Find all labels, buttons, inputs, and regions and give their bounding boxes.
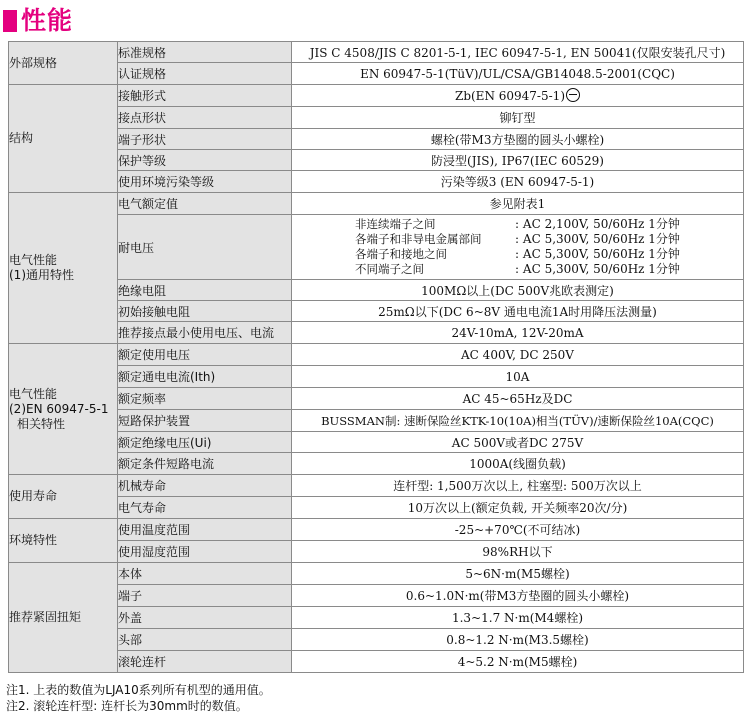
withstand-list	[355, 217, 680, 277]
item-label: 额定条件短路电流	[118, 453, 292, 475]
item-label: 本体	[118, 563, 292, 585]
item-label: 滚轮连杆	[118, 651, 292, 673]
item-label: 额定使用电压	[118, 344, 292, 366]
item-label: 接触形式	[118, 85, 292, 107]
item-value	[292, 85, 744, 107]
item-label: 外盖	[118, 607, 292, 629]
table-row	[9, 475, 744, 497]
title-marker	[3, 10, 17, 32]
item-value: 25mΩ以下(DC 6~8V 通电电流1A时用降压法测量)	[292, 301, 744, 322]
item-value: 1000A(线圈负载)	[292, 453, 744, 475]
item-label: 端子形状	[118, 129, 292, 150]
item-value: AC 45~65Hz及DC	[292, 388, 744, 410]
table-row	[9, 432, 744, 453]
item-label: 保护等级	[118, 150, 292, 171]
item-value: 0.8~1.2 N·m(M3.5螺栓)	[292, 629, 744, 651]
item-label: 初始接触电阻	[118, 301, 292, 322]
page-title	[0, 6, 73, 36]
withstand-value: : AC 2,100V, 50/60Hz 1分钟	[515, 217, 680, 231]
table-row	[9, 519, 744, 541]
item-value: 4~5.2 N·m(M5螺栓)	[292, 651, 744, 673]
footnotes	[6, 682, 271, 714]
item-value: AC 500V或者DC 275V	[292, 432, 744, 453]
item-label: 认证规格	[118, 63, 292, 85]
table-row	[9, 63, 744, 85]
page-title-text: 性能	[21, 6, 74, 35]
section-standard: 外部规格	[9, 42, 118, 85]
table-row	[9, 541, 744, 563]
table-row	[9, 344, 744, 366]
item-value: BUSSMAN制: 速断保险丝KTK-10(10A)相当(TÜV)/速断保险丝10A(CQC)	[292, 410, 744, 432]
item-label: 额定通电电流(Ith)	[118, 366, 292, 388]
table-row	[9, 366, 744, 388]
withstand-values	[292, 215, 744, 280]
item-value: 24V-10mA, 12V-20mA	[292, 322, 744, 344]
table-row	[9, 301, 744, 322]
item-value: AC 400V, DC 250V	[292, 344, 744, 366]
table-row	[9, 629, 744, 651]
withstand-label: 不同端子之间	[355, 262, 425, 276]
withstand-line	[355, 262, 680, 277]
item-value: -25~+70℃(不可结冰)	[292, 519, 744, 541]
item-value: 10万次以上(额定负载, 开关频率20次/分)	[292, 497, 744, 519]
withstand-label: 各端子和非导电金属部间	[355, 232, 482, 246]
item-value: 连杆型: 1,500万次以上, 柱塞型: 500万次以上	[292, 475, 744, 497]
section-life: 使用寿命	[9, 475, 118, 519]
item-value: 1.3~1.7 N·m(M4螺栓)	[292, 607, 744, 629]
item-label: 接点形状	[118, 107, 292, 129]
item-value: JIS C 4508/JIS C 8201-5-1, IEC 60947-5-1, EN 50041(仅限安装孔尺寸)	[292, 42, 744, 63]
section-line: 电气性能	[9, 253, 58, 267]
item-label: 电气寿命	[118, 497, 292, 519]
item-label: 端子	[118, 585, 292, 607]
performance-table	[8, 41, 744, 673]
item-value: 参见附表1	[292, 193, 744, 215]
item-label: 短路保护装置	[118, 410, 292, 432]
item-value: 螺栓(带M3方垫圈的圆头小螺栓)	[292, 129, 744, 150]
item-value: 0.6~1.0N·m(带M3方垫圈的圆头小螺栓)	[292, 585, 744, 607]
item-value: 98%RH以下	[292, 541, 744, 563]
item-value: 污染等级3 (EN 60947-5-1)	[292, 171, 744, 193]
section-line: (1)通用特性	[9, 268, 74, 282]
table-row	[9, 215, 744, 280]
table-row	[9, 85, 744, 107]
section-line: (2)EN 60947-5-1	[9, 401, 109, 416]
table-row	[9, 651, 744, 673]
table-row	[9, 280, 744, 301]
section-elec-en	[9, 344, 118, 475]
circle-minus-icon	[566, 88, 580, 102]
table-row	[9, 585, 744, 607]
item-label: 绝缘电阻	[118, 280, 292, 301]
section-line: 相关特性	[17, 416, 66, 431]
item-label: 头部	[118, 629, 292, 651]
item-label: 额定频率	[118, 388, 292, 410]
item-value: 防浸型(JIS), IP67(IEC 60529)	[292, 150, 744, 171]
item-label: 机械寿命	[118, 475, 292, 497]
footnote: 注2. 滚轮连杆型: 连杆长为30mm时的数值。	[6, 699, 248, 713]
item-value: 5~6N·m(M5螺栓)	[292, 563, 744, 585]
withstand-label: 各端子和接地之间	[355, 247, 448, 261]
table-row	[9, 563, 744, 585]
withstand-label: 非连续端子之间	[355, 217, 436, 231]
section-structure: 结构	[9, 85, 118, 193]
table-row	[9, 607, 744, 629]
contact-form-text: Zb(EN 60947-5-1)	[454, 89, 565, 103]
item-label: 耐电压	[118, 215, 292, 280]
item-label: 推荐接点最小使用电压、电流	[118, 322, 292, 344]
table-row	[9, 150, 744, 171]
table-row	[9, 453, 744, 475]
withstand-value: : AC 5,300V, 50/60Hz 1分钟	[515, 262, 680, 276]
section-torque: 推荐紧固扭矩	[9, 563, 118, 673]
withstand-value: : AC 5,300V, 50/60Hz 1分钟	[515, 232, 680, 246]
item-value: 100MΩ以上(DC 500V兆欧表测定)	[292, 280, 744, 301]
item-value: 铆钉型	[292, 107, 744, 129]
withstand-line	[355, 217, 680, 232]
item-label: 使用湿度范围	[118, 541, 292, 563]
item-label: 额定绝缘电压(Ui)	[118, 432, 292, 453]
section-environment: 环境特性	[9, 519, 118, 563]
footnote: 注1. 上表的数值为LJA10系列所有机型的通用值。	[6, 683, 271, 697]
withstand-line	[355, 247, 680, 262]
withstand-line	[355, 232, 680, 247]
section-elec-general	[9, 193, 118, 344]
item-value: EN 60947-5-1(TüV)/UL/CSA/GB14048.5-2001(CQC)	[292, 63, 744, 85]
table-row	[9, 497, 744, 519]
withstand-value: : AC 5,300V, 50/60Hz 1分钟	[515, 247, 680, 261]
item-label: 使用温度范围	[118, 519, 292, 541]
item-label: 标准规格	[118, 42, 292, 63]
table-row	[9, 322, 744, 344]
table-row	[9, 410, 744, 432]
table-row	[9, 129, 744, 150]
table-row	[9, 107, 744, 129]
table-row	[9, 388, 744, 410]
table-row	[9, 42, 744, 63]
item-label: 电气额定值	[118, 193, 292, 215]
section-line: 电气性能	[9, 386, 58, 401]
table-row	[9, 193, 744, 215]
table-row	[9, 171, 744, 193]
item-label: 使用环境污染等级	[118, 171, 292, 193]
item-value: 10A	[292, 366, 744, 388]
